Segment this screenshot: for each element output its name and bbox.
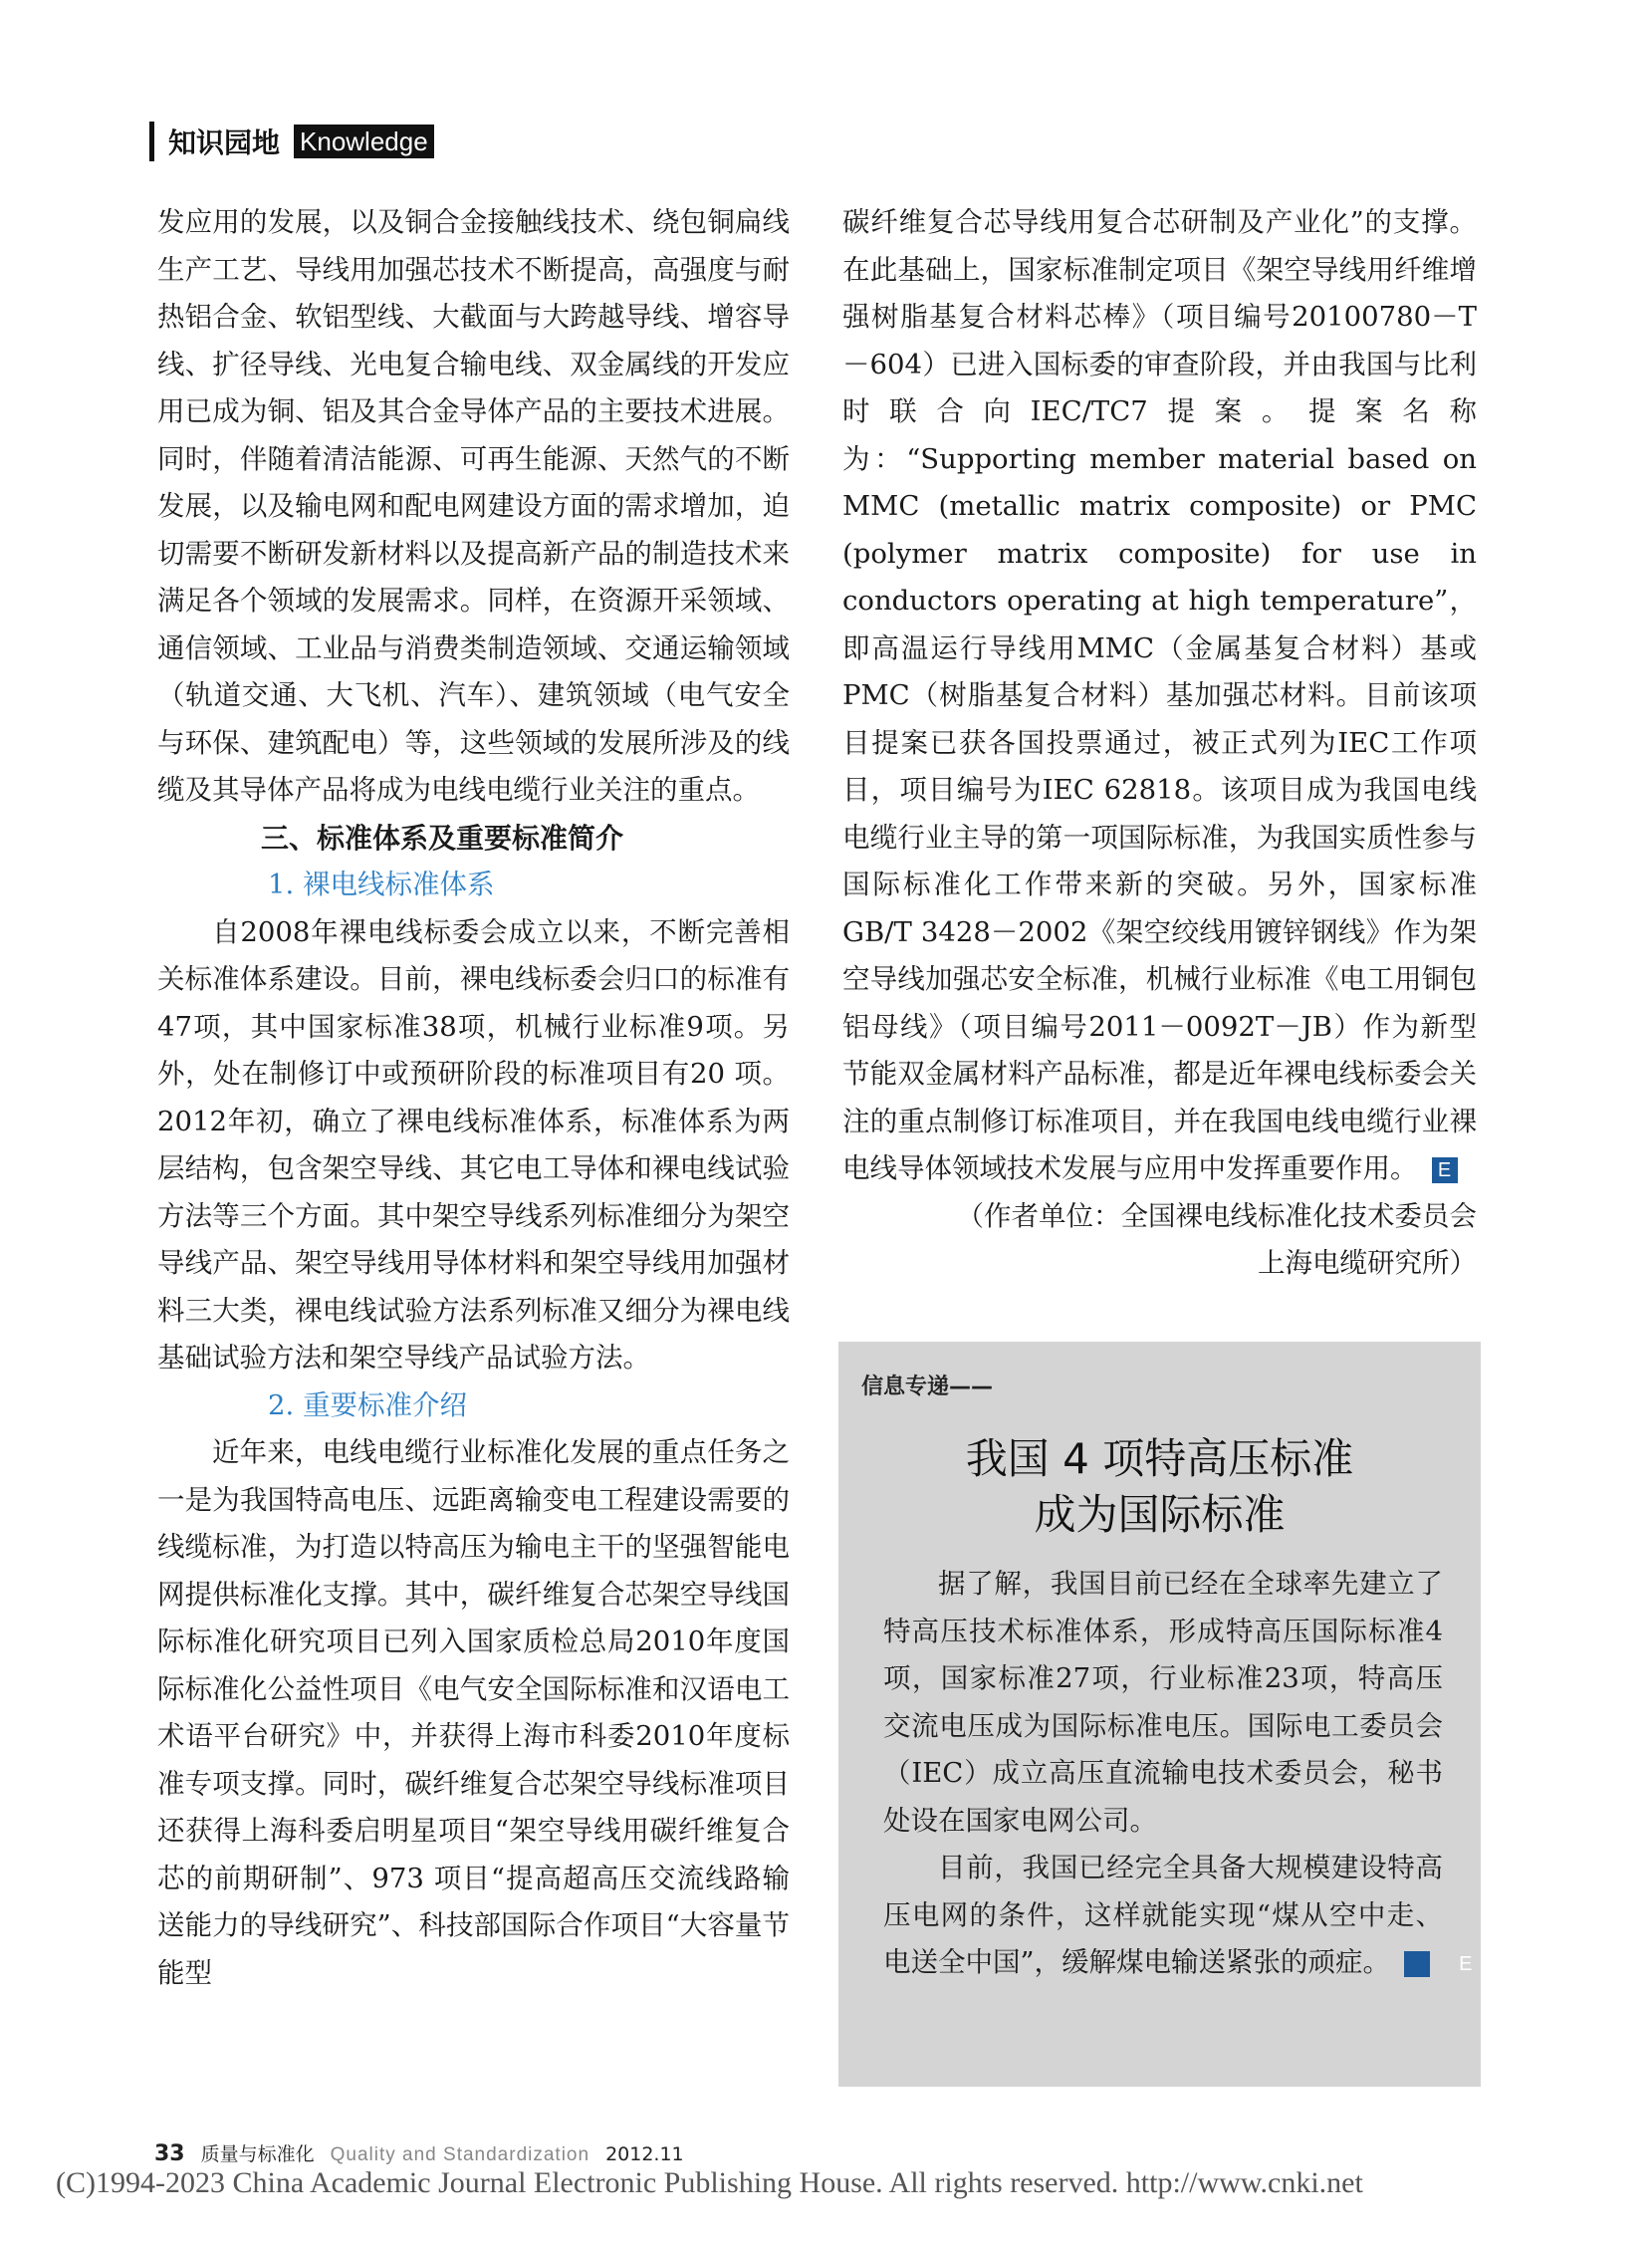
info-box-title-line: 我国 4 项特高压标准 [965,1434,1354,1483]
copyright-notice: (C)1994-2023 China Academic Journal Electronic Publishing House. All rights reserved. http://www.cnki.net [56,2166,1363,2199]
section-title-cn: 知识园地 [168,126,281,159]
info-box-title-line: 成为国际标准 [1034,1490,1286,1539]
paragraph: 自2008年裸电线标委会成立以来，不断完善相关标准体系建设。目前，裸电线标委会归口的标准有47项，其中国家标准38项，机械行业标准9项。另外，处在制修订中或预研阶段的标准项目有20 项。2012年初，确立了裸电线标准体系，标准体系为两层结构，包含架空导线、其它电工导体和裸电线试验方法等三个方面。其中架空导线系列标准细分为架空导线产品、架空导线用导体材料和架空导线用加强材料三大类，裸电线试验方法系列标准又细分为裸电线基础试验方法和架空导线产品试验方法。 [157,915,790,1374]
paragraph [883,1845,1473,1987]
author-affiliation: （作者单位：全国裸电线标准化技术委员会 [956,1199,1477,1232]
page-number: 33 [154,2141,185,2166]
paragraph: 据了解，我国目前已经在全球率先建立了特高压技术标准体系，形成特高压国际标准4项，国家标准27项，行业标准23项，特高压交流电压成为国际标准电压。国际电工委员会（IEC）成立高压直流输电技术委员会，秘书处设在国家电网公司。 [883,1568,1443,1837]
paragraph-text: 碳纤维复合芯导线用复合芯研制及产业化”的支撑。在此基础上，国家标准制定项目《架空导线用纤维增强树脂基复合材料芯棒》（项目编号20100780－T－604）已进入国标委的审查阶段，并由我国与比利时联合向IEC/TC7提案。提案名称为：“Supporting member material based on MMC (metallic matrix composite) or PMC (polymer matrix composite) for use in conductors operating at high temperature”，即高温运行导线用MMC（金属基复合材料）基或PMC（树脂基复合材料）基加强芯材料。目前该项目提案已获各国投票通过，被正式列为IEC工作项目，项目编号为IEC 62818。该项目成为我国电线电缆行业主导的第一项国际标准，为我国实质性参与国际标准化工作带来新的突破。另外，国家标准GB/T 3428－2002《架空绞线用镀锌钢线》作为架空导线加强芯安全标准，机械行业标准《电工用铜包铝母线》（项目编号2011－0092T－JB）作为新型节能双金属材料产品标准，都是近年裸电线标委会关注的重点制修订标准项目，并在我国电线电缆行业裸电线导体领域技术发展与应用中发挥重要作用。 [842,206,1477,1184]
paragraph: 发应用的发展，以及铜合金接触线技术、绕包铜扁线生产工艺、导线用加强芯技术不断提高，高强度与耐热铝合金、软铝型线、大截面与大跨越导线、增容导线、扩径导线、光电复合输电线、双金属线的开发应用已成为铜、铝及其合金导体产品的主要技术进展。同时，伴随着清洁能源、可再生能源、天然气的不断发展，以及输电网和配电网建设方面的需求增加，迫切需要不断研发新材料以及提高新产品的制造技术来满足各个领域的发展需求。同样，在资源开采领域、通信领域、工业品与消费类制造领域、交通运输领域（轨道交通、大飞机、汽车）、建筑领域（电气安全与环保、建筑配电）等，这些领域的发展所涉及的线缆及其导体产品将成为电线电缆行业关注的重点。 [157,206,790,806]
paragraph-text: 目前，我国已经完全具备大规模建设特高压电网的条件，这样就能实现“煤从空中走、电送全中国”，缓解煤电输送紧张的顽症。 [883,1852,1443,1978]
paragraph [842,199,1477,1193]
subsection-heading: 1. 裸电线标准体系 [268,869,495,900]
subsection-heading: 2. 重要标准介绍 [268,1388,467,1421]
issue-date: 2012.11 [605,2143,684,2165]
journal-name-cn: 质量与标准化 [200,2143,315,2165]
section-heading: 三、标准体系及重要标准简介 [261,821,624,855]
section-title-en: Knowledge [294,125,434,158]
right-column [842,199,1477,1288]
info-box [838,1342,1481,2087]
info-box-body [883,1561,1473,1987]
journal-name-en: Quality and Standardization [330,2144,590,2165]
left-column [157,199,790,1997]
end-mark-icon: E [1432,1157,1458,1183]
author-affiliation: 上海电缆研究所） [1258,1247,1477,1279]
page-footer [154,2139,684,2166]
paragraph: 近年来，电线电缆行业标准化发展的重点任务之一是为我国特高电压、远距离输变电工程建设需要的线缆标准，为打造以特高压为输电主干的坚强智能电网提供标准化支撑。其中，碳纤维复合芯架空导线国际标准化研究项目已列入国家质检总局2010年度国际标准化公益性项目《电气安全国际标准和汉语电工术语平台研究》中，并获得上海市科委2010年度标准专项支撑。同时，碳纤维复合芯架空导线标准项目还获得上海科委启明星项目“架空导线用碳纤维复合芯的前期研制”、973 项目“提高超高压交流线路输送能力的导线研究”、科技部国际合作项目“大容量节能型 [157,1436,790,1989]
section-header [149,122,434,161]
header-bar [149,122,154,161]
end-mark-icon: E [1404,1951,1430,1977]
info-box-title [838,1431,1481,1543]
info-box-label: 信息专递—— [861,1375,994,1399]
